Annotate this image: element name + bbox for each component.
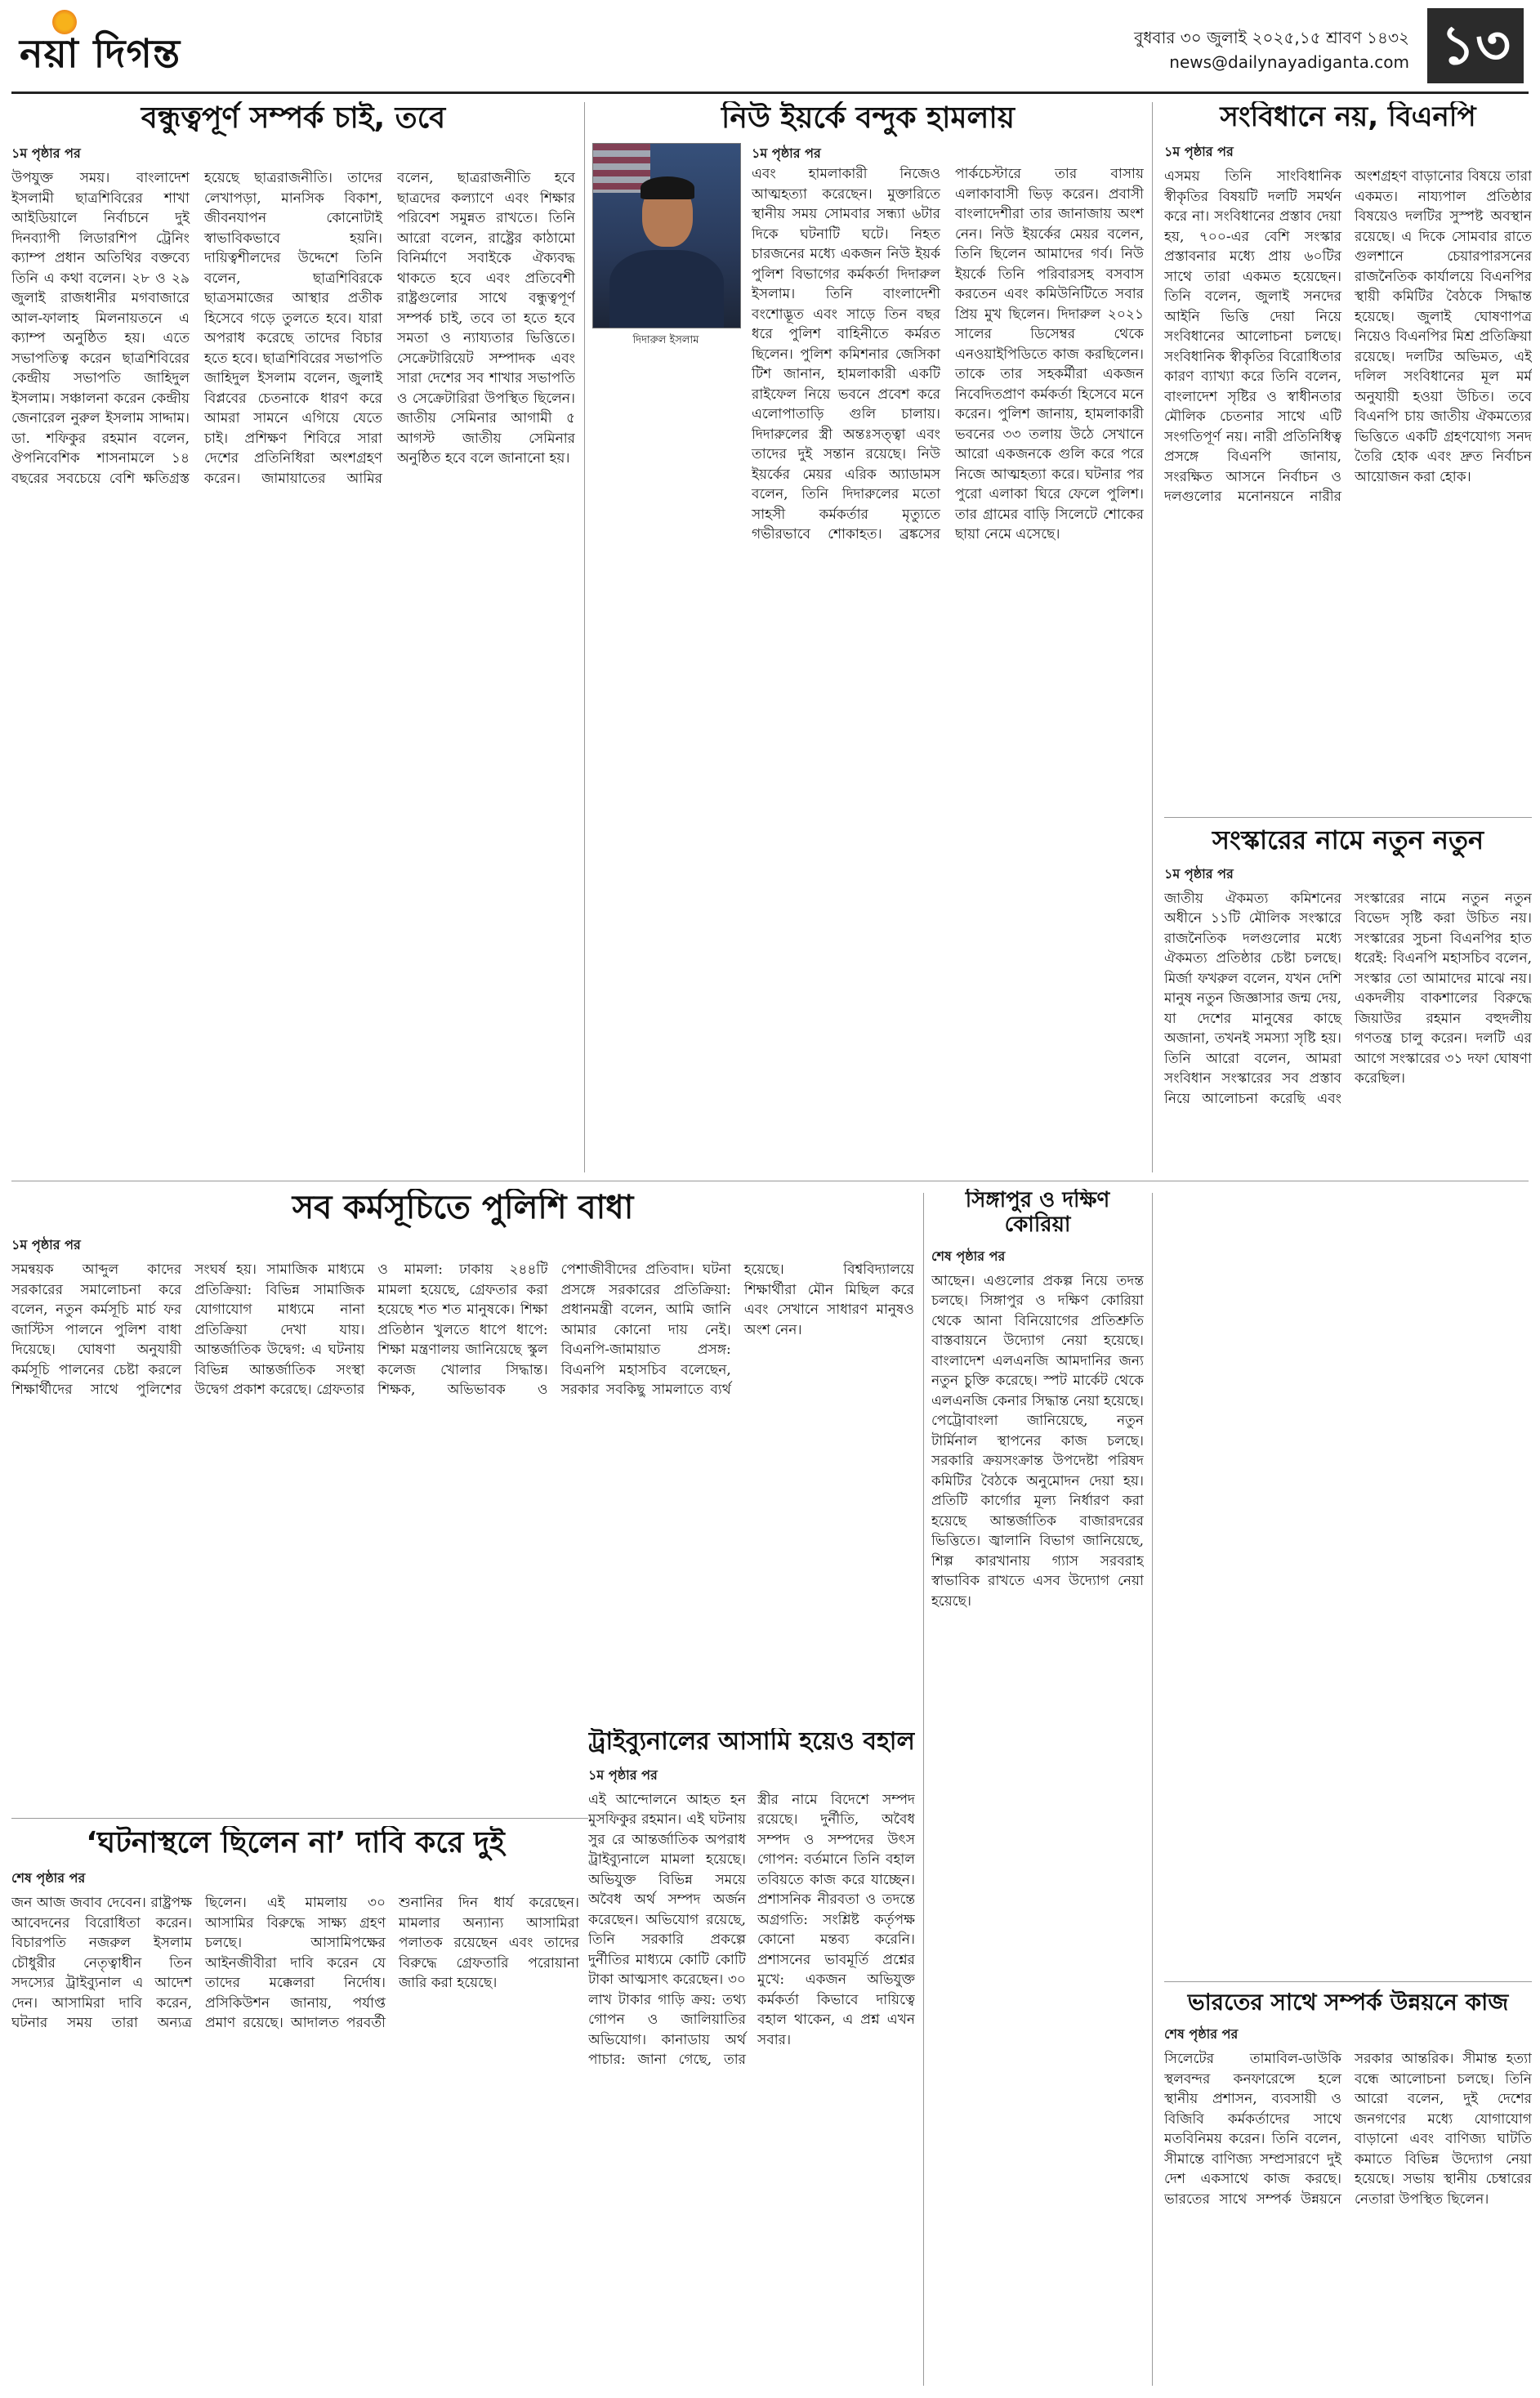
article-body: এই আন্দোলনে আহত হন মুসফিকুর রহমান। এই ঘটনায় সুর রে আন্তর্জাতিক অপরাধ ট্রাইব্যুনালে মামলা হয়েছে। অভিযুক্ত বিভিন্ন সময়ে অবৈধ অর্থ সম্পদ অর্জন করেছেন। অভিযোগ রয়েছে, তিনি সরকারি প্রকল্পে দুর্নীতির মাধ্যমে কোটি কোটি টাকা আত্মসাৎ করেছেন। ৩০ লাখ টাকার গাড়ি ক্রয়: তথ্য গোপন ও জালিয়াতির অভিযোগ। কানাডায় অর্থ পাচার: জানা গেছে, তার স্ত্রীর নামে বিদেশে সম্পদ রয়েছে। দুর্নীতি, অবৈধ সম্পদ ও সম্পদের উৎস গোপন: বর্তমানে তিনি বহাল তবিয়তে কাজ করে যাচ্ছেন। প্রশাসনিক নীরবতা ও তদন্তে অগ্রগতি: সংশ্লিষ্ট কর্তৃপক্ষ কোনো মন্তব্য করেনি। প্রশাসনের ভাবমূর্তি প্রশ্নের মুখে: একজন অভিযুক্ত কর্মকর্তা কিভাবে দায়িত্বে বহাল থাকেন, এ প্রশ্ন এখন সবার। [588,1791,915,2068]
contact-email: news@dailynayadiganta.com [1169,52,1409,72]
article-kicker: ১ম পৃষ্ঠার পর [588,1766,658,1783]
article-headline: সংবিধানে নয়, বিএনপি [1220,101,1476,133]
article-police-obstruction [11,1189,914,1810]
article-kicker: ১ম পৃষ্ঠার পর [752,145,821,162]
article-tribunal-accused [588,1728,915,2382]
article-reform [1164,825,1532,1172]
article-headline: ভারতের সাথে সম্পর্ক উন্নয়নে কাজ [1187,1989,1509,2016]
section-divider [1164,1981,1532,1982]
article-body: জাতীয় ঐকমত্য কমিশনের অধীনে ১১টি মৌলিক সংস্কারে রাজনৈতিক দলগুলোর মধ্যে ঐকমত্য প্রতিষ্ঠার চেষ্টা চলছে। মির্জা ফখরুল বলেন, যখন দেশি মানুষ নতুন জিজ্ঞাসার জন্ম দেয়, যা দেশের মানুষের কাছে অজানা, তখনই সমস্যা সৃষ্টি হয়। তিনি আরো বলেন, আমরা সংবিধান সংস্কারের সব প্রস্তাব নিয়ে আলোচনা করেছি এবং সংস্কারের নামে নতুন নতুন বিভেদ সৃষ্টি করা উচিত নয়। সংস্কারের সুচনা বিএনপির হাত ধরেই: বিএনপি মহাসচিব বলেন, সংস্কার তো আমাদের মাঝে নয়। একদলীয় বাকশালের বিরুদ্ধে জিয়াউর রহমান বহুদলীয় গণতন্ত্র চালু করেন। দলটি এর আগে সংস্কারের ৩১ দফা ঘোষণা করেছিল। [1164,890,1532,1107]
article-body: আছেন। এগুলোর প্রকল্প নিয়ে তদন্ত চলছে। সিঙ্গাপুর ও দক্ষিণ কোরিয়া থেকে আনা বিনিয়োগের প্রতিশ্রুতি বাস্তবায়নে উদ্যোগ নেয়া হয়েছে। বাংলাদেশ এলএনজি আমদানির জন্য নতুন চুক্তি করেছে। স্পট মার্কেট থেকে এলএনজি কেনার সিদ্ধান্ত নেয়া হয়েছে। পেট্রোবাংলা জানিয়েছে, নতুন টার্মিনাল স্থাপনের কাজ চলছে। সরকারি ক্রয়সংক্রান্ত উপদেষ্টা পরিষদ কমিটির বৈঠকে অনুমোদন দেয়া হয়। প্রতিটি কার্গোর মূল্য নির্ধারণ করা হয়েছে আন্তর্জাতিক বাজারদরের ভিত্তিতে। জ্বালানি বিভাগ জানিয়েছে, শিল্প কারখানায় গ্যাস সরবরাহ স্বাভাবিক রাখতে এসব উদ্যোগ নেয়া হয়েছে। [931,1272,1144,1610]
page-number: ১৩ [1427,8,1524,83]
article-kicker: শেষ পৃষ্ঠার পর [931,1248,1006,1264]
newspaper-logo: নয়া দিগন্ত [20,31,181,77]
officer-photo [592,143,741,328]
article-body: উপযুক্ত সময়। বাংলাদেশ ইসলামী ছাত্রশিবিরের শাখা আইডিয়ালে নির্বাচনে দুই দিনব্যাপী লিডারশিপ ট্রেনিং ক্যাম্প প্রধান অতিথির বক্তব্যে তিনি এ কথা বলেন। ২৮ ও ২৯ জুলাই রাজধানীর মগবাজারে আল-ফালাহ মিলনায়তনে এ ক্যাম্প অনুষ্ঠিত হয়। এতে সভাপতিত্ব করেন ছাত্রশিবিরের কেন্দ্রীয় সভাপতি জাহিদুল ইসলাম। সঞ্চালনা করেন কেন্দ্রীয় জেনারেল নুরুল ইসলাম সাদ্দাম। ডা. শফিকুর রহমান বলেন, ঔপনিবেশিক শাসনামলে ১৪ বছরের সবচেয়ে বেশি ক্ষতিগ্রস্ত হয়েছে ছাত্ররাজনীতি। তাদের লেখাপড়া, মানসিক বিকাশ, জীবনযাপন কোনোটাই স্বাভাবিকভাবে হয়নি। দায়িত্বশীলদের উদ্দেশে তিনি বলেন, ছাত্রশিবিরকে ছাত্রসমাজের আস্থার প্রতীক হিসেবে গড়ে তুলতে হবে। যারা অপরাধ করেছে তাদের বিচার হতে হবে। ছাত্রশিবিরের সভাপতি জাহিদুল ইসলাম বলেন, জুলাই বিপ্লবের চেতনাকে ধারণ করে আমরা সামনে এগিয়ে যেতে চাই। প্রশিক্ষণ শিবিরে সারা দেশের প্রতিনিধিরা অংশগ্রহণ করেন। জামায়াতের আমির বলেন, ছাত্ররাজনীতি হবে ছাত্রদের কল্যাণে এবং শিক্ষার পরিবেশ সমুন্নত রাখতে। তিনি আরো বলেন, রাষ্ট্রের কাঠামো বিনির্মাণে সবাইকে ঐক্যবদ্ধ থাকতে হবে এবং প্রতিবেশী রাষ্ট্রগুলোর সাথে বন্ধুত্বপূর্ণ সম্পর্ক চাই, তবে তা হতে হবে সমতা ও ন্যায্যতার ভিত্তিতে। সেক্রেটারিয়েট সম্পাদক এবং সারা দেশের সব শাখার সভাপতি ও সেক্রেটারিরা উপস্থিত ছিলেন। জাতীয় সেমিনার আগামী ৫ আগস্ট জাতীয় সেমিনার অনুষ্ঠিত হবে বলে জানানো হয়। [11,170,575,487]
masthead [0,0,1540,92]
article-body: জন আজ জবাব দেবেন। রাষ্ট্রপক্ষ আবেদনের বিরোধিতা করেন। বিচারপতি নজরুল ইসলাম চৌধুরীর নেতৃত্বাধীন তিন সদস্যের ট্রাইব্যুনাল এ আদেশ দেন। আসামিরা দাবি করেন, ঘটনার সময় তারা অন্যত্র ছিলেন। এই মামলায় ৩০ আসামির বিরুদ্ধে সাক্ষ্য গ্রহণ চলছে। আসামিপক্ষের আইনজীবীরা দাবি করেন যে তাদের মক্কেলরা নির্দোষ। প্রসিকিউশন জানায়, পর্যাপ্ত প্রমাণ রয়েছে। আদালত পরবর্তী শুনানির দিন ধার্য করেছেন। মামলার অন্যান্য আসামিরা পলাতক রয়েছেন এবং তাদের বিরুদ্ধে গ্রেফতারি পরোয়ানা জারি করা হয়েছে। [11,1895,579,2032]
section-divider [1164,817,1532,818]
article-headline: নিউ ইয়র্কে বন্দুক হামলায় [721,101,1015,135]
article-body: এবং হামলাকারী নিজেও আত্মহত্যা করেছেন। মুক্তারিতে স্থানীয় সময় সোমবার সন্ধ্যা ৬টার দিকে ঘটনাটি ঘটে। নিহত চারজনের মধ্যে একজন নিউ ইয়র্ক পুলিশ বিভাগের কর্মকর্তা দিদারুল ইসলাম। তিনি বাংলাদেশী বংশোদ্ভূত এবং সাড়ে তিন বছর ধরে পুলিশ বাহিনীতে কর্মরত ছিলেন। পুলিশ কমিশনার জেসিকা টিশ জানান, হামলাকারী একটি রাইফেল নিয়ে ভবনে প্রবেশ করে এলোপাতাড়ি গুলি চালায়। দিদারুলের স্ত্রী অন্তঃসত্ত্বা এবং তাদের দুই সন্তান রয়েছে। নিউ ইয়র্কের মেয়র এরিক অ্যাডামস বলেন, তিনি দিদারুলের মতো সাহসী কর্মকর্তার মৃত্যুতে গভীরভাবে শোকাহত। ব্রঙ্কসের পার্কচেস্টারে তার বাসায় এলাকাবাসী ভিড় করেন। প্রবাসী বাংলাদেশীরা তার জানাজায় অংশ নেন। নিউ ইয়র্কের মেয়র বলেন, তিনি ছিলেন আমাদের গর্ব। নিউ ইয়র্কে তিনি পরিবারসহ বসবাস করতেন এবং কমিউনিটিতে সবার প্রিয় মুখ ছিলেন। দিদারুল ২০২১ সালের ডিসেম্বর থেকে এনওয়াইপিডিতে কাজ করছিলেন। তাকে তার সহকর্মীরা একজন নিবেদিতপ্রাণ কর্মকর্তা হিসেবে মনে করেন। পুলিশ জানায়, হামলাকারী ভবনের ৩৩ তলায় উঠে সেখানে আরো একজনকে গুলি করে পরে নিজে আত্মহত্যা করে। ঘটনার পর পুরো এলাকা ঘিরে ফেলে পুলিশ। তার গ্রামের বাড়ি সিলেটে শোকের ছায়া নেমে এসেছে। [752,166,1144,543]
article-body: এসময় তিনি সাংবিধানিক স্বীকৃতির বিষয়টি দলটি সমর্থন করে না। সংবিধানের প্রস্তাব দেয়া হয়, ৭০০-এর বেশি সংস্কার প্রস্তাবনার মধ্যে প্রায় ৬০টির সাথে তারা একমত হয়েছেন। তিনি বলেন, জুলাই সনদের আইনি ভিত্তি দেয়া নিয়ে সংবিধানের আলোচনা চলছে। সংবিধানিক স্বীকৃতির বিরোধিতার কারণ ব্যাখ্যা করে তিনি বলেন, বাংলাদেশ সৃষ্টির ও স্বাধীনতার মৌলিক চেতনার সাথে এটি সংগতিপূর্ণ নয়। নারী প্রতিনিধিত্ব প্রসঙ্গে বিএনপি জানায়, সংরক্ষিত আসনে নির্বাচন ও দলগুলোর মনোনয়নে নারীর অংশগ্রহণ বাড়ানোর বিষয়ে তারা একমত। নায্যপাল প্রতিষ্ঠার বিষয়েও দলটির সুস্পষ্ট অবস্থান রয়েছে। এ দিকে সোমবার রাতে গুলশানে চেয়ারপারসনের রাজনৈতিক কার্যালয়ে বিএনপির স্থায়ী কমিটির বৈঠকে সিদ্ধান্ত হয়েছে। জুলাই ঘোষণাপত্র নিয়েও বিএনপির মিশ্র প্রতিক্রিয়া রয়েছে। দলটির অভিমত, এই দলিল সংবিধানের মূল মর্ম অনুযায়ী হওয়া উচিত। তবে বিএনপি চায় জাতীয় ঐকমত্যের ভিত্তিতে একটি গ্রহণযোগ্য সনদ তৈরি হোক এবং দ্রুত নির্বাচন আয়োজন করা হোক। [1164,168,1532,506]
article-kicker: শেষ পৃষ্ঠার পর [1164,2026,1239,2043]
article-body: সিলেটের তামাবিল-ডাউকি স্থলবন্দর কনফারেন্সে হলে স্থানীয় প্রশাসন, ব্যবসায়ী ও বিজিবি কর্মকর্তাদের সাথে মতবিনিময় করেন। তিনি বলেন, সীমান্তে বাণিজ্য সম্প্রসারণে দুই দেশ একসাথে কাজ করছে। ভারতের সাথে সম্পর্ক উন্নয়নে সরকার আন্তরিক। সীমান্ত হত্যা বন্ধে আলোচনা চলছে। তিনি আরো বলেন, দুই দেশের জনগণের মধ্যে যোগাযোগ বাড়ানো এবং বাণিজ্য ঘাটতি কমাতে বিভিন্ন উদ্যোগ নেয়া হয়েছে। সভায় স্থানীয় চেম্বারের নেতারা উপস্থিত ছিলেন। [1164,2051,1532,2208]
article-kicker: ১ম পৃষ্ঠার পর [11,1237,81,1253]
article-singapore-korea [931,1189,1144,2382]
article-kicker: শেষ পৃষ্ঠার পর [11,1870,86,1887]
article-alibi-claim [11,1826,579,2386]
column-divider [1152,102,1153,1172]
issue-date: বুধবার ৩০ জুলাই ২০২৫,১৫ শ্রাবণ ১৪৩২ [1134,28,1409,47]
article-headline: সংস্কারের নামে নতুন নতুন [1212,825,1484,855]
article-constitution-bnp [1164,101,1532,812]
article-kicker: ১ম পৃষ্ঠার পর [11,145,81,162]
article-headline: ট্রাইব্যুনালের আসামি হয়েও বহাল [588,1728,915,1756]
photo-caption: দিদারুল ইসলাম [632,334,699,347]
article-headline: বন্ধুত্বপূর্ণ সম্পর্ক চাই, তবে [141,101,446,135]
article-kicker: ১ম পৃষ্ঠার পর [1164,865,1234,882]
article-kicker: ১ম পৃষ্ঠার পর [1164,144,1234,160]
article-new-york-shooting [592,101,1144,1172]
article-india-relations [1164,1989,1532,2386]
article-friendly-relations [11,101,575,1172]
article-headline: ‘ঘটনাস্থলে ছিলেন না’ দাবি করে দুই [86,1826,505,1860]
column-divider [1152,1193,1153,2386]
article-headline: সিঙ্গাপুর ও দক্ষিণ কোরিয়া [965,1189,1110,1237]
article-headline: সব কর্মসূচিতে পুলিশি বাধা [292,1189,634,1226]
masthead-rule [11,92,1529,94]
column-divider [923,1193,924,2386]
column-divider [584,102,585,1172]
article-body: সমন্বয়ক আব্দুল কাদের সরকারের সমালোচনা করে বলেন, নতুন কর্মসূচি মার্চ ফর জাস্টিস পালনে পুলিশ বাধা দিয়েছে। ঘোষণা অনুযায়ী কর্মসূচি পালনের চেষ্টা করলে শিক্ষার্থীদের সাথে পুলিশের সংঘর্ষ হয়। সামাজিক মাধ্যমে প্রতিক্রিয়া: বিভিন্ন সামাজিক যোগাযোগ মাধ্যমে নানা প্রতিক্রিয়া দেখা যায়। আন্তর্জাতিক উদ্বেগ: এ ঘটনায় বিভিন্ন আন্তর্জাতিক সংস্থা উদ্বেগ প্রকাশ করেছে। গ্রেফতার ও মামলা: ঢাকায় ২৪৪টি মামলা হয়েছে, গ্রেফতার করা হয়েছে শত শত মানুষকে। শিক্ষা প্রতিষ্ঠান খুলতে ধাপে ধাপে: শিক্ষা মন্ত্রণালয় জানিয়েছে স্কুল কলেজ খোলার সিদ্ধান্ত। শিক্ষক, অভিভাবক ও পেশাজীবীদের প্রতিবাদ। ঘটনা প্রসঙ্গে সরকারের প্রতিক্রিয়া: প্রধানমন্ত্রী বলেন, আমি জানি আমার কোনো দায় নেই। বিএনপি-জামায়াত প্রসঙ্গ: বিএনপি মহাসচিব বলেছেন, সরকার সবকিছু সামলাতে ব্যর্থ হয়েছে। বিশ্ববিদ্যালয়ে শিক্ষার্থীরা মৌন মিছিল করে এবং সেখানে সাধারণ মানুষও অংশ নেন। [11,1262,914,1398]
